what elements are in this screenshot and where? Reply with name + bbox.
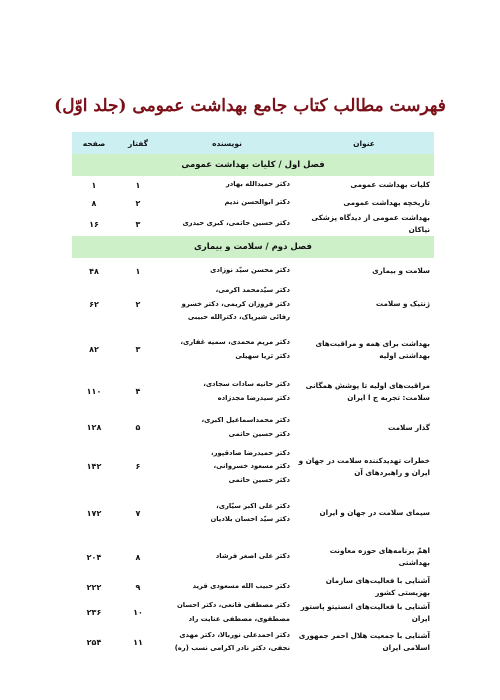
table-row [72,212,434,236]
section-heading-row [72,236,434,258]
entry-title: آشنایی با فعالیت‌های سازمان بهزیستی کشور [325,576,430,597]
entry-chapter-number: ۸ [135,552,141,562]
author-line: دکتر سیّدمحمد اکرمی، [215,286,290,294]
entry-page-number: ۱۱۰ [86,387,102,396]
author-line: دکتر ثریا سهیلی [235,351,290,360]
entry-title: کلیات بهداشت عمومی [350,180,430,189]
entry-title: بهداشت عمومی از دیدگاه پزشکی نیاکان [311,213,430,234]
author-line: دکتر حسین حاتمی [228,475,290,484]
entry-authors [160,325,294,375]
entry-chapter-number: ۲ [135,198,141,208]
author-line: دکتر حمیدالله بهادر [225,180,290,189]
entry-page-number: ۸ [91,198,97,208]
author-line: دکتر سیدرضا مجدزاده [217,393,290,402]
header-title: عنوان [294,132,434,154]
author-line: دکتر فروزان کریمی، دکتر خسرو [181,299,290,308]
entry-page-number: ۱ [91,180,97,190]
entry-title: سلامت و بیماری [372,266,430,275]
entry-title: بهداشت برای همه و مراقبت‌های بهداشتی اولیه [315,338,430,360]
entry-title: خطرات تهدیدکننده سلامت در جهان و ایران و راهبردهای آن [298,455,430,477]
entry-title: مراقبت‌های اولیه تا پوشش همگانی سلامت: تجربه ج ا ایران [305,380,430,402]
entry-page-number: ۲۰۴ [86,552,102,562]
author-line: مصطفوی، مصطفی عنایت راد [188,614,290,623]
section-heading-row [72,154,434,176]
entry-chapter-number: ۳ [135,345,141,354]
entry-title: آشنایی با جمعیت هلال احمر جمهوری اسلامی ایران [298,631,430,652]
table-row [72,626,434,658]
entry-title: تاریخچه بهداشت عمومی [343,198,430,207]
entry-page-number: ۱۴۲ [86,462,102,472]
header-page: صفحه [72,132,116,154]
table-header-row [72,132,434,154]
entry-chapter-number: ۱۱ [133,637,143,647]
author-line: دکتر احمدعلی نوربالا، دکتر مهدی [179,630,290,639]
entry-chapter-number: ۱ [135,266,141,276]
entry-authors [160,194,294,212]
author-line: دکتر حانیه سادات سجادی، [203,380,290,388]
author-line: دکتر مریم محمدی، سمیه غفاری، [180,338,290,346]
entry-page-number: ۲۵۴ [86,637,102,647]
entry-chapter-number: ۲ [135,299,141,309]
entry-title: سیمای سلامت در جهان و ایران [319,508,430,517]
entry-chapter-number: ۵ [135,423,141,432]
entry-authors [160,212,294,236]
entry-page-number: ۱۲۸ [86,423,102,432]
entry-authors [160,176,294,194]
author-line: دکتر حسین حاتمی، کبری حیدری [182,219,290,228]
entry-authors [160,258,294,284]
table-row [72,284,434,325]
entry-page-number: ۱۷۲ [86,508,102,518]
entry-page-number: ۸۲ [89,345,99,354]
entry-page-number: ۱۶ [89,219,99,229]
entry-chapter-number: ۱ [135,180,141,190]
entry-chapter-number: ۹ [135,582,141,592]
table-row [72,375,434,409]
table-row [72,447,434,488]
author-line: دکتر محمداسماعیل اکبری، [201,416,290,424]
table-row [72,409,434,447]
entry-chapter-number: ۷ [135,508,141,518]
toc-table [72,132,434,658]
author-line: دکتر سیّد احسان بلادیان [210,515,290,523]
entry-authors [160,284,294,325]
entry-title: گذار سلامت [387,422,430,432]
author-line: دکتر محسن سیّد نوزادی [210,266,290,275]
section-heading: فصل اول / کلیات بهداشت عمومی [72,154,434,176]
table-row [72,487,434,539]
entry-authors [160,487,294,539]
author-line: دکتر حسین حاتمی [228,429,290,438]
page-title: فهرست مطالب کتاب جامع بهداشت عمومی (جلد اوّل) [54,96,446,116]
section-heading: فصل دوم / سلامت و بیماری [72,236,434,258]
entry-page-number: ۶۲ [89,299,99,309]
author-line: دکتر مسعود خسروانی، [213,462,290,470]
table-row [72,599,434,626]
entry-chapter-number: ۳ [135,219,141,229]
author-line: نجفی، دکتر نادر اکرامی نسب (ره) [174,644,290,652]
entry-title: ژنتیک و سلامت [375,299,430,309]
table-row [72,325,434,375]
author-line: دکتر علی اکبر سیّاری، [216,501,290,510]
entry-page-number: ۴۸ [89,266,99,276]
table-row [72,176,434,194]
author-line: رفائی شیرپاک، دکترالله حبیبی [187,313,290,321]
entry-title: آشنایی با فعالیت‌های انستیتو پاستور ایران [300,601,430,623]
entry-page-number: ۲۲۲ [86,582,102,592]
entry-title: اهمّ برنامه‌های حوزه معاونت بهداشتی [329,546,430,567]
table-row [72,194,434,212]
author-line: دکتر علی اصغر فرشاد [215,552,290,561]
entry-authors [160,375,294,409]
entry-authors [160,599,294,626]
entry-authors [160,575,294,599]
author-line: دکتر حمیدرضا صادقپور، [211,448,290,457]
entry-chapter-number: ۱۰ [133,608,143,617]
table-row [72,539,434,575]
author-line: دکتر ابوالحسن ندیم [224,198,290,207]
entry-authors [160,447,294,488]
entry-page-number: ۲۳۶ [86,608,102,617]
author-line: دکتر مصطفی قانعی، دکتر احسان [177,601,290,609]
table-row [72,575,434,599]
entry-chapter-number: ۶ [135,462,141,472]
header-author: نویسنده [160,132,294,154]
entry-chapter-number: ۴ [135,387,141,396]
author-line: دکتر حبیب الله مسعودی فرید [192,582,290,591]
entry-authors [160,409,294,447]
toc-body [72,154,434,658]
table-row [72,258,434,284]
header-chapter: گفتار [116,132,160,154]
entry-authors [160,626,294,658]
entry-authors [160,539,294,575]
